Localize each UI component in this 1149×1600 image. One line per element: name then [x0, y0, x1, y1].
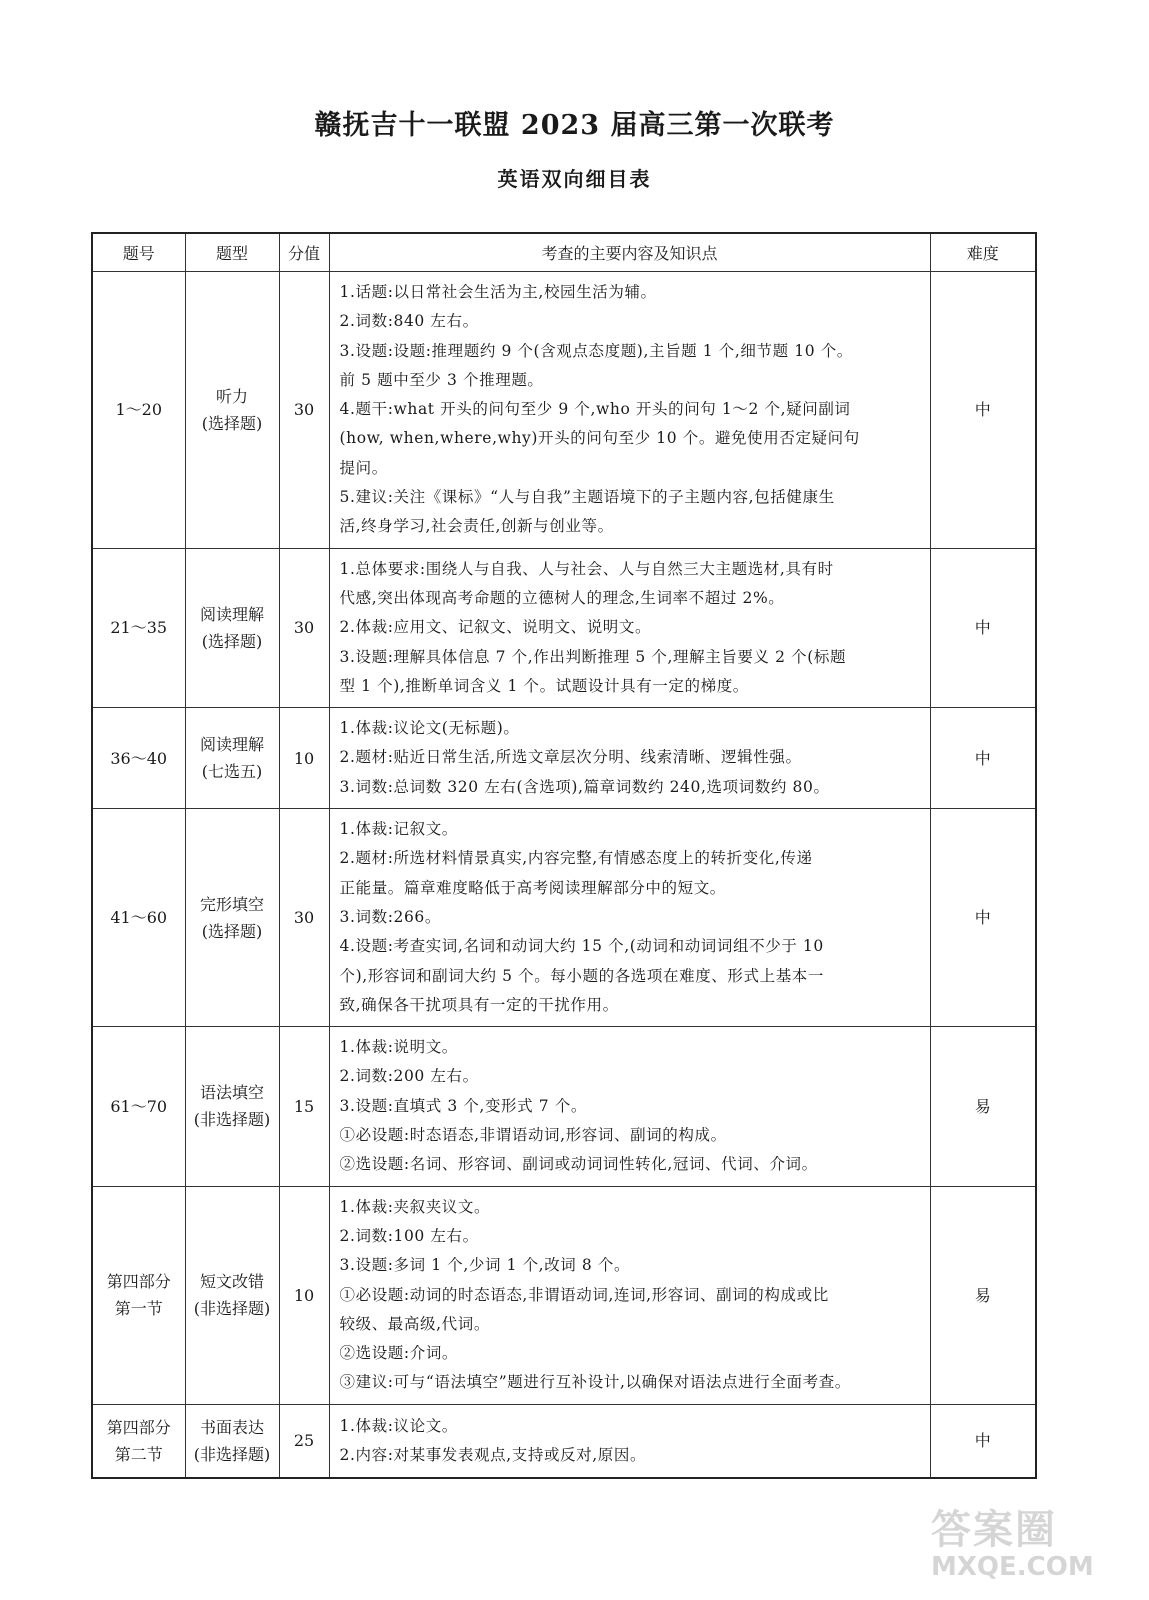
question-number-cell — [92, 809, 185, 1027]
table-row — [92, 272, 1036, 549]
content-cell — [329, 1027, 930, 1186]
question-number-text: 61～70 — [110, 1096, 168, 1116]
content-line: 1.体裁:议论文。 — [339, 1416, 458, 1435]
content-line: 2.体裁:应用文、记叙文、说明文、说明文。 — [339, 618, 652, 637]
question-number-cell — [92, 1027, 185, 1186]
question-type-text: (非选择题) — [193, 1444, 271, 1464]
content-cell — [329, 272, 930, 549]
content-line: ①必设题:时态语态,非谓语动词,形容词、副词的构成。 — [339, 1126, 727, 1145]
question-type-text: (选择题) — [201, 413, 263, 433]
score-cell: 30 — [279, 272, 329, 549]
score-cell: 30 — [279, 548, 329, 707]
question-number-text: 第一节 — [114, 1299, 163, 1319]
question-type-text: 语法填空 — [199, 1083, 264, 1103]
content-line: 个),形容词和副词大约 5 个。每小题的各选项在难度、形式上基本一 — [339, 966, 824, 985]
content-line: 1.体裁:说明文。 — [339, 1038, 458, 1057]
question-number-text: 1～20 — [115, 400, 163, 420]
content-cell — [329, 708, 930, 809]
table-row — [92, 708, 1036, 809]
content-line: ②选设题:名词、形容词、副词或动词词性转化,冠词、代词、介词。 — [339, 1155, 818, 1174]
table-header-row — [92, 233, 1036, 272]
content-line: 2.题材:贴近日常生活,所选文章层次分明、线索清晰、逻辑性强。 — [339, 748, 802, 767]
question-type-text: 阅读理解 — [199, 735, 264, 755]
content-line: 5.建议:关注《课标》“人与自我”主题语境下的子主题内容,包括健康生 — [339, 488, 835, 507]
difficulty-cell: 中 — [930, 1404, 1036, 1478]
score-cell: 15 — [279, 1027, 329, 1186]
question-number-cell — [92, 1404, 185, 1478]
question-type-text: 书面表达 — [199, 1417, 264, 1437]
content-cell — [329, 1186, 930, 1404]
header-score: 分值 — [279, 233, 329, 272]
question-number-cell — [92, 1186, 185, 1404]
difficulty-cell: 中 — [930, 708, 1036, 809]
content-cell — [329, 1404, 930, 1478]
question-type-text: (非选择题) — [193, 1110, 271, 1130]
question-type-text: 短文改错 — [199, 1272, 264, 1292]
content-cell — [329, 548, 930, 707]
question-type-text: 阅读理解 — [199, 604, 264, 624]
content-line: 4.设题:考查实词,名词和动词大约 15 个,(动词和动词词组不少于 10 — [339, 937, 824, 956]
content-line: 2.词数:200 左右。 — [339, 1067, 479, 1086]
content-line: 1.总体要求:围绕人与自我、人与社会、人与自然三大主题选材,具有时 — [339, 559, 834, 578]
score-cell: 10 — [279, 708, 329, 809]
question-type-cell — [185, 708, 279, 809]
difficulty-cell: 中 — [930, 548, 1036, 707]
content-line: 4.题干:what 开头的问句至少 9 个,who 开头的问句 1～2 个,疑问副词 — [339, 400, 851, 419]
content-line: 前 5 题中至少 3 个推理题。 — [339, 370, 544, 389]
difficulty-cell: 中 — [930, 809, 1036, 1027]
difficulty-cell: 易 — [930, 1186, 1036, 1404]
content-line: 2.词数:100 左右。 — [339, 1226, 479, 1245]
watermark — [931, 1498, 1121, 1588]
question-number-text: 41～60 — [110, 908, 168, 928]
table-row — [92, 1027, 1036, 1186]
question-number-text: 36～40 — [110, 748, 168, 768]
content-line: 较级、最高级,代词。 — [339, 1314, 490, 1333]
content-line: 3.设题:理解具体信息 7 个,作出判断推理 5 个,理解主旨要义 2 个(标题 — [339, 647, 847, 666]
question-number-cell — [92, 272, 185, 549]
question-number-text: 第四部分 — [106, 1417, 171, 1437]
content-line: 3.词数:总词数 320 左右(含选项),篇章词数约 240,选项词数约 80。 — [339, 777, 830, 796]
header-difficulty: 难度 — [930, 233, 1036, 272]
watermark-url: MXQE.COM — [931, 1552, 1094, 1582]
question-number-text: 第四部分 — [106, 1272, 171, 1292]
question-type-text: (选择题) — [201, 631, 263, 651]
score-cell: 10 — [279, 1186, 329, 1404]
table-row — [92, 548, 1036, 707]
content-line: 型 1 个),推断单词含义 1 个。试题设计具有一定的梯度。 — [339, 676, 749, 695]
question-type-text: 听力 — [215, 386, 248, 406]
content-line: 2.内容:对某事发表观点,支持或反对,原因。 — [339, 1445, 647, 1464]
score-cell: 30 — [279, 809, 329, 1027]
table-row — [92, 1186, 1036, 1404]
question-number-text: 21～35 — [110, 618, 168, 638]
watermark-logo: 答案圈 — [931, 1507, 1057, 1553]
content-line: 正能量。篇章难度略低于高考阅读理解部分中的短文。 — [339, 878, 726, 897]
difficulty-cell: 易 — [930, 1027, 1036, 1186]
content-line: 1.体裁:议论文(无标题)。 — [339, 719, 520, 738]
content-line: 3.设题:设题:推理题约 9 个(含观点态度题),主旨题 1 个,细节题 10 个。 — [339, 341, 853, 360]
question-type-text: (选择题) — [201, 921, 263, 941]
spec-table — [91, 232, 1037, 1479]
question-number-text: 第二节 — [114, 1444, 163, 1464]
difficulty-cell: 中 — [930, 272, 1036, 549]
content-line: 1.体裁:夹叙夹议文。 — [339, 1197, 491, 1216]
content-line: 3.设题:直填式 3 个,变形式 7 个。 — [339, 1096, 587, 1115]
document-subtitle: 英语双向细目表 — [497, 167, 652, 191]
table-row — [92, 809, 1036, 1027]
document-title: 赣抚吉十一联盟 2023 届高三第一次联考 — [314, 110, 835, 141]
score-cell: 25 — [279, 1404, 329, 1478]
content-line: ②选设题:介词。 — [339, 1344, 459, 1363]
question-type-cell — [185, 1027, 279, 1186]
content-line: 代感,突出体现高考命题的立德树人的理念,生词率不超过 2%。 — [339, 588, 785, 607]
question-type-text: (七选五) — [201, 762, 263, 782]
content-line: (how, when,where,why)开头的问句至少 10 个。避免使用否定疑问句 — [339, 429, 860, 448]
content-line: 活,终身学习,社会责任,创新与创业等。 — [339, 517, 614, 536]
question-type-text: 完形填空 — [199, 894, 264, 914]
content-line: 1.话题:以日常社会生活为主,校园生活为辅。 — [339, 283, 657, 301]
header-content: 考查的主要内容及知识点 — [329, 233, 930, 272]
question-type-cell — [185, 1404, 279, 1478]
question-number-cell — [92, 708, 185, 809]
question-type-cell — [185, 1186, 279, 1404]
question-type-cell — [185, 548, 279, 707]
content-line: 2.词数:840 左右。 — [339, 312, 479, 331]
question-type-cell — [185, 809, 279, 1027]
content-line: 致,确保各干扰项具有一定的干扰作用。 — [339, 995, 619, 1014]
content-line: ③建议:可与“语法填空”题进行互补设计,以确保对语法点进行全面考查。 — [339, 1373, 851, 1392]
content-line: 提问。 — [339, 458, 388, 477]
table-body — [92, 272, 1036, 1479]
content-line: ①必设题:动词的时态语态,非谓语动词,连词,形容词、副词的构成或比 — [339, 1285, 829, 1304]
content-cell — [329, 809, 930, 1027]
question-number-cell — [92, 548, 185, 707]
content-line: 3.词数:266。 — [339, 907, 441, 926]
content-line: 2.题材:所选材料情景真实,内容完整,有情感态度上的转折变化,传递 — [339, 849, 813, 868]
content-line: 1.体裁:记叙文。 — [339, 820, 458, 839]
question-type-cell — [185, 272, 279, 549]
table-row — [92, 1404, 1036, 1478]
question-type-text: (非选择题) — [193, 1299, 271, 1319]
header-number: 题号 — [92, 233, 185, 272]
header-type: 题型 — [185, 233, 279, 272]
content-line: 3.设题:多词 1 个,少词 1 个,改词 8 个。 — [339, 1256, 631, 1275]
